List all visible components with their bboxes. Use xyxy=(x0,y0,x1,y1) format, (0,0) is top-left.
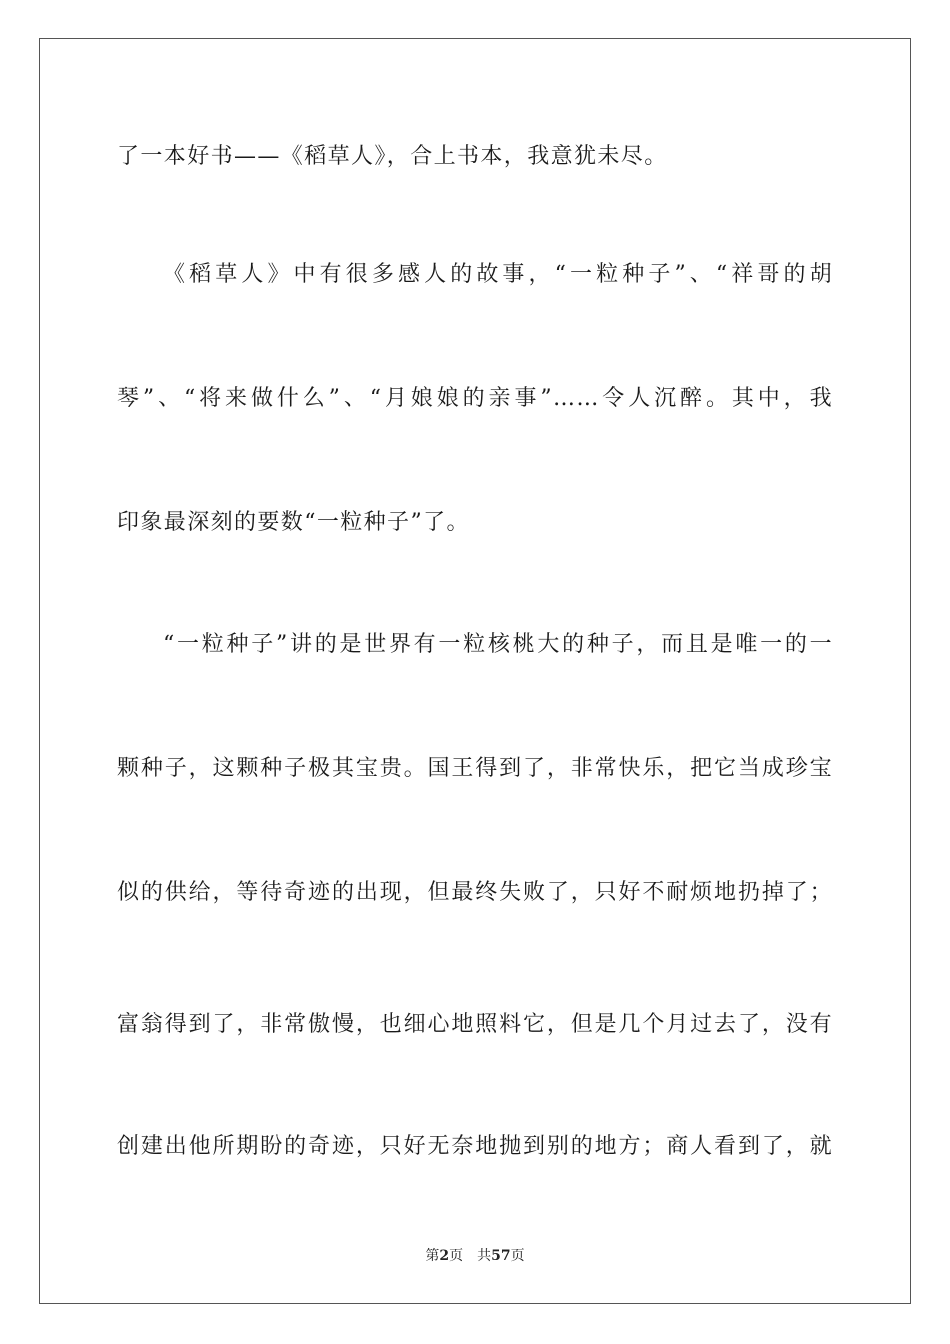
footer-total-prefix: 共 xyxy=(477,1248,492,1264)
footer-total-suffix: 页 xyxy=(510,1248,525,1264)
footer-page-suffix: 页 xyxy=(449,1248,464,1264)
text-line-2: 《稻草人》中有很多感人的故事，“一粒种子”、“祥哥的胡 xyxy=(163,262,833,287)
text-line-9: 创建出他所期盼的奇迹，只好无奈地抛到别的地方；商人看到了，就 xyxy=(117,1134,833,1159)
text-line-7: 似的供给，等待奇迹的出现，但最终失败了，只好不耐烦地扔掉了； xyxy=(117,880,833,905)
text-line-4: 印象最深刻的要数“一粒种子”了。 xyxy=(117,510,470,535)
footer-page-prefix: 第 xyxy=(425,1248,440,1264)
text-line-5: “一粒种子”讲的是世界有一粒核桃大的种子，而且是唯一的一 xyxy=(163,632,833,657)
footer-page-number: 2 xyxy=(439,1248,450,1264)
page-footer xyxy=(0,1246,950,1266)
footer-total-pages: 57 xyxy=(491,1248,511,1264)
page-border xyxy=(39,38,911,1304)
text-line-8: 富翁得到了，非常傲慢，也细心地照料它，但是几个月过去了，没有 xyxy=(117,1012,833,1037)
text-line-1: 了一本好书——《稻草人》，合上书本，我意犹未尽。 xyxy=(117,144,668,169)
text-line-6: 颗种子，这颗种子极其宝贵。国王得到了，非常快乐，把它当成珍宝 xyxy=(117,756,833,781)
text-line-3: 琴”、“将来做什么”、“月娘娘的亲事”……令人沉醉。其中，我 xyxy=(117,386,833,411)
